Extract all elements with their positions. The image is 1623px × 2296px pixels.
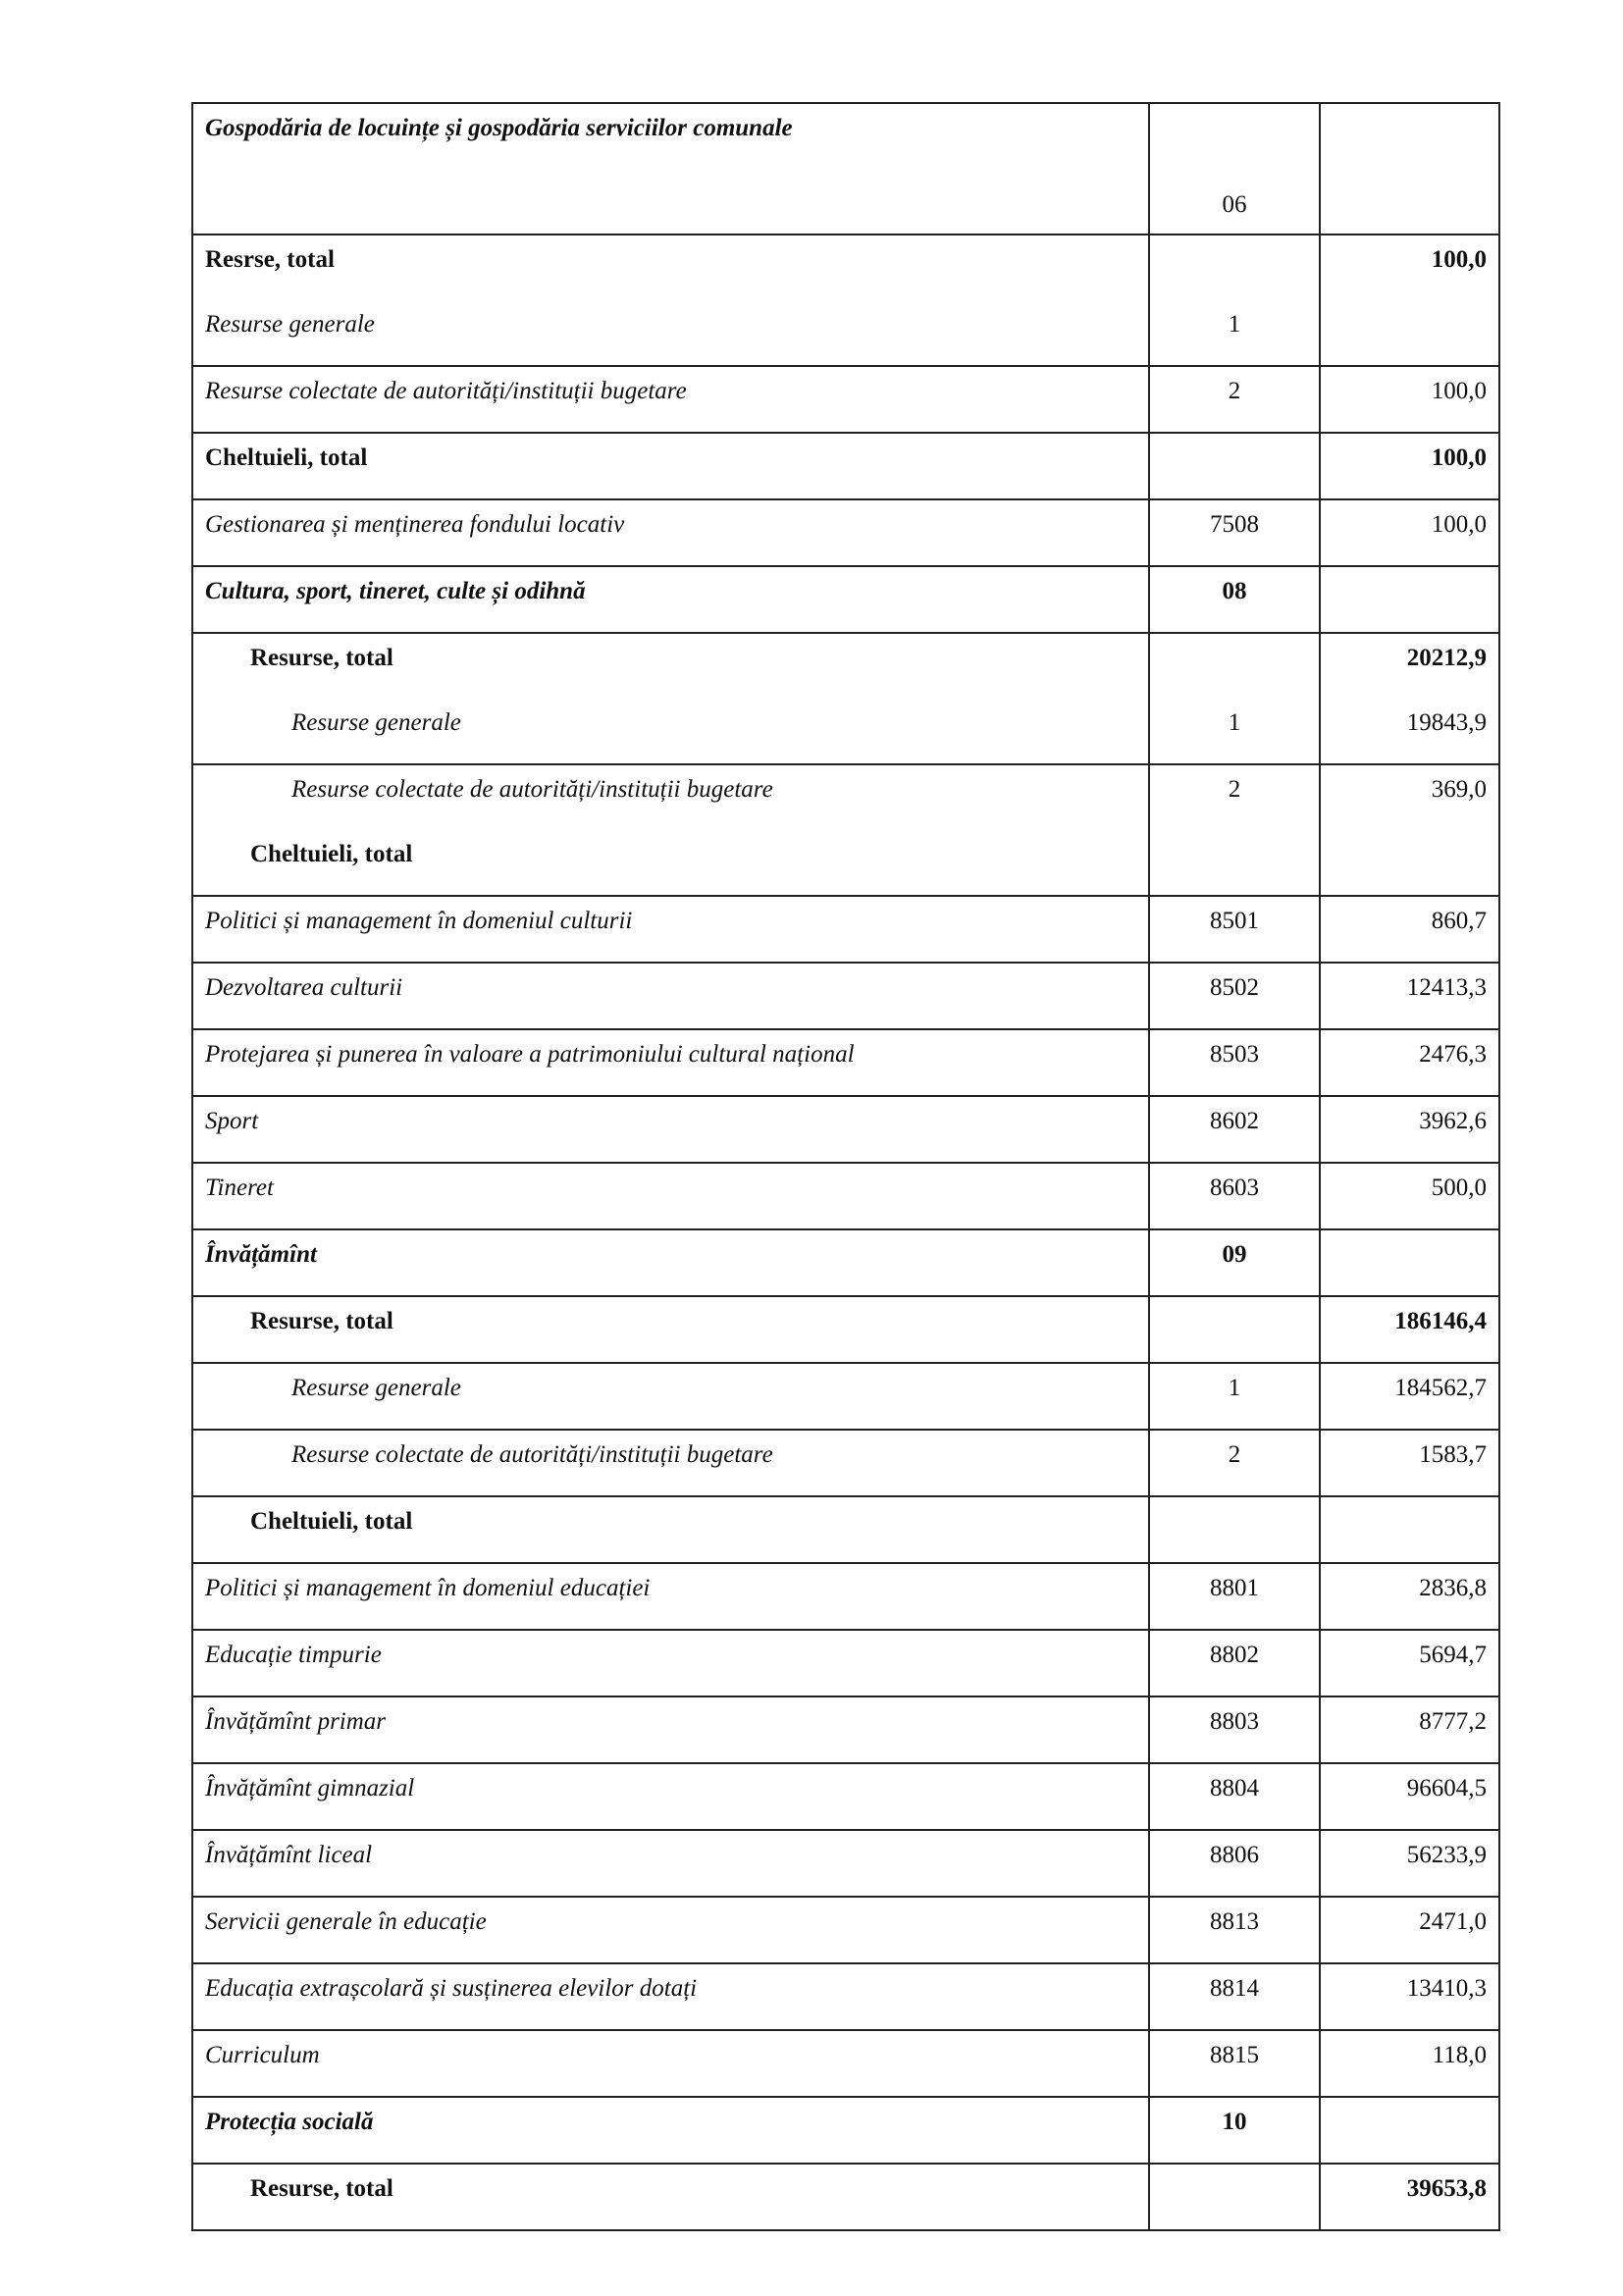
row-name: Educația extrașcolară și susținerea elevilor dotați	[192, 1963, 1149, 2030]
row-name: Învățămînt liceal	[192, 1830, 1149, 1897]
row-code: 1	[1149, 300, 1320, 366]
table-row	[192, 566, 1499, 633]
row-value: 186146,4	[1320, 1296, 1499, 1363]
row-code: 1	[1149, 1363, 1320, 1430]
row-name: Resurse generale	[192, 300, 1149, 366]
row-value: 184562,7	[1320, 1363, 1499, 1430]
row-code: 8803	[1149, 1696, 1320, 1763]
table-row	[192, 1830, 1499, 1897]
row-code	[1149, 1496, 1320, 1563]
row-code: 2	[1149, 1430, 1320, 1496]
table-row	[192, 1696, 1499, 1763]
row-value	[1320, 1496, 1499, 1563]
table-row	[192, 2097, 1499, 2164]
table-row	[192, 963, 1499, 1029]
row-value: 500,0	[1320, 1163, 1499, 1229]
row-code: 8502	[1149, 963, 1320, 1029]
row-code: 8801	[1149, 1563, 1320, 1630]
table-row	[192, 499, 1499, 566]
table-row	[192, 2164, 1499, 2230]
row-value: 1583,7	[1320, 1430, 1499, 1496]
row-value: 2471,0	[1320, 1897, 1499, 1963]
row-name: Politici și management în domeniul culturii	[192, 896, 1149, 963]
table-row	[192, 1296, 1499, 1363]
row-name: Curriculum	[192, 2030, 1149, 2097]
row-code: 08	[1149, 566, 1320, 633]
row-code: 10	[1149, 2097, 1320, 2164]
row-code	[1149, 633, 1320, 699]
table-row	[192, 2030, 1499, 2097]
row-value: 13410,3	[1320, 1963, 1499, 2030]
row-code: 8815	[1149, 2030, 1320, 2097]
row-name: Resurse, total	[192, 633, 1149, 699]
row-name: Resurse generale	[192, 1363, 1149, 1430]
row-name: Resurse, total	[192, 1296, 1149, 1363]
row-value	[1320, 830, 1499, 896]
row-code: 8813	[1149, 1897, 1320, 1963]
row-code: 2	[1149, 764, 1320, 830]
row-value: 100,0	[1320, 366, 1499, 433]
row-value: 12413,3	[1320, 963, 1499, 1029]
table-row	[192, 366, 1499, 433]
row-value: 19843,9	[1320, 699, 1499, 764]
row-value: 100,0	[1320, 499, 1499, 566]
row-code: 8806	[1149, 1830, 1320, 1897]
row-code: 8602	[1149, 1096, 1320, 1163]
table-row	[192, 300, 1499, 366]
row-value: 96604,5	[1320, 1763, 1499, 1830]
table-row	[192, 1496, 1499, 1563]
row-value: 100,0	[1320, 433, 1499, 499]
table-row	[192, 1563, 1499, 1630]
row-code	[1149, 830, 1320, 896]
row-value	[1320, 566, 1499, 633]
row-code: 06	[1149, 103, 1320, 235]
row-value	[1320, 103, 1499, 235]
table-row	[192, 235, 1499, 300]
row-code	[1149, 2164, 1320, 2230]
row-code	[1149, 235, 1320, 300]
table-row	[192, 1897, 1499, 1963]
row-name: Cheltuieli, total	[192, 830, 1149, 896]
table-row	[192, 633, 1499, 699]
row-value: 8777,2	[1320, 1696, 1499, 1763]
row-name: Învățămînt primar	[192, 1696, 1149, 1763]
table-row	[192, 764, 1499, 830]
row-code: 1	[1149, 699, 1320, 764]
row-name: Dezvoltarea culturii	[192, 963, 1149, 1029]
table-row	[192, 433, 1499, 499]
table-row	[192, 1096, 1499, 1163]
row-code: 8501	[1149, 896, 1320, 963]
row-name: Gestionarea și menținerea fondului locativ	[192, 499, 1149, 566]
row-name: Resurse, total	[192, 2164, 1149, 2230]
row-name: Învățămînt	[192, 1229, 1149, 1296]
row-code: 7508	[1149, 499, 1320, 566]
row-name: Resurse generale	[192, 699, 1149, 764]
row-value: 39653,8	[1320, 2164, 1499, 2230]
table-row	[192, 103, 1499, 235]
row-name: Educație timpurie	[192, 1630, 1149, 1696]
row-code: 2	[1149, 366, 1320, 433]
row-code	[1149, 433, 1320, 499]
row-name: Resurse colectate de autorități/instituții bugetare	[192, 764, 1149, 830]
row-name: Servicii generale în educație	[192, 1897, 1149, 1963]
table-row	[192, 1630, 1499, 1696]
row-value: 56233,9	[1320, 1830, 1499, 1897]
row-value: 2836,8	[1320, 1563, 1499, 1630]
row-code	[1149, 1296, 1320, 1363]
row-name: Resurse colectate de autorități/instituții bugetare	[192, 366, 1149, 433]
row-value	[1320, 2097, 1499, 2164]
row-name: Politici și management în domeniul educației	[192, 1563, 1149, 1630]
row-value: 860,7	[1320, 896, 1499, 963]
table-row	[192, 1229, 1499, 1296]
row-name: Resurse colectate de autorități/instituții bugetare	[192, 1430, 1149, 1496]
row-code: 8802	[1149, 1630, 1320, 1696]
row-value: 20212,9	[1320, 633, 1499, 699]
row-name: Cheltuieli, total	[192, 433, 1149, 499]
row-value: 3962,6	[1320, 1096, 1499, 1163]
row-code: 09	[1149, 1229, 1320, 1296]
row-value: 2476,3	[1320, 1029, 1499, 1096]
row-name: Tineret	[192, 1163, 1149, 1229]
row-name: Protejarea și punerea în valoare a patrimoniului cultural național	[192, 1029, 1149, 1096]
row-value	[1320, 300, 1499, 366]
row-code: 8804	[1149, 1763, 1320, 1830]
row-code: 8814	[1149, 1963, 1320, 2030]
row-name: Protecția socială	[192, 2097, 1149, 2164]
table-row	[192, 1163, 1499, 1229]
row-code: 8503	[1149, 1029, 1320, 1096]
row-name: Resrse, total	[192, 235, 1149, 300]
table-row	[192, 1363, 1499, 1430]
table-row	[192, 1763, 1499, 1830]
budget-table	[191, 102, 1500, 2231]
row-value	[1320, 1229, 1499, 1296]
table-row	[192, 1963, 1499, 2030]
table-row	[192, 1029, 1499, 1096]
table-row	[192, 1430, 1499, 1496]
row-value: 369,0	[1320, 764, 1499, 830]
row-value: 100,0	[1320, 235, 1499, 300]
row-name: Gospodăria de locuințe și gospodăria serviciilor comunale	[192, 103, 1149, 235]
row-name: Cheltuieli, total	[192, 1496, 1149, 1563]
row-value: 5694,7	[1320, 1630, 1499, 1696]
row-name: Sport	[192, 1096, 1149, 1163]
row-name: Cultura, sport, tineret, culte și odihnă	[192, 566, 1149, 633]
row-code: 8603	[1149, 1163, 1320, 1229]
table-row	[192, 830, 1499, 896]
row-value: 118,0	[1320, 2030, 1499, 2097]
table-row	[192, 896, 1499, 963]
row-name: Învățămînt gimnazial	[192, 1763, 1149, 1830]
table-row	[192, 699, 1499, 764]
